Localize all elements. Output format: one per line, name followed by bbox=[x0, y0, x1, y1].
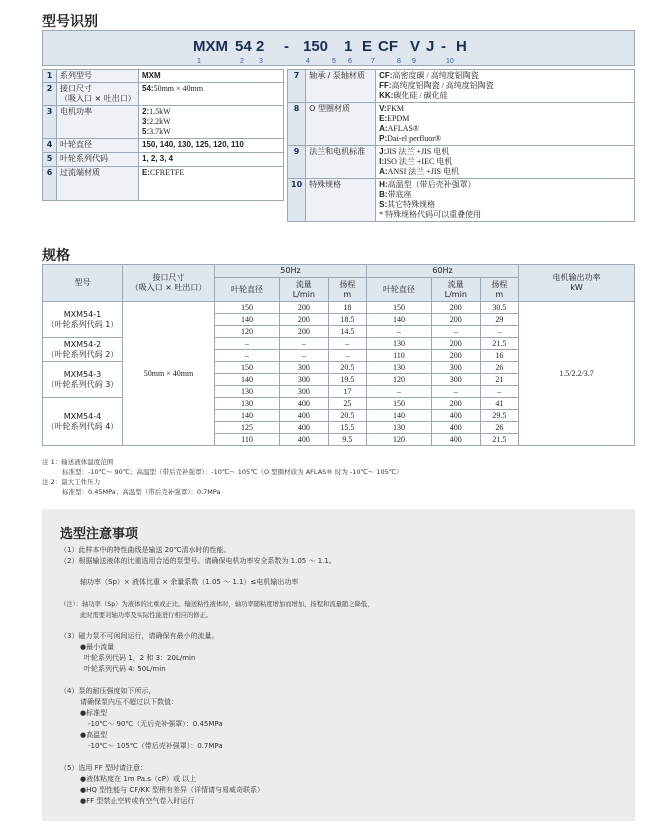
spec-cell: 26 bbox=[480, 422, 518, 434]
note-1-detail: 标准型：-10℃～ 90℃；高温型（带后壳补强罩）：-10℃～ 105℃（O 型圈材质为 AFLAS® 时为 -10℃～ 105℃） bbox=[62, 468, 403, 476]
spec-cell: 29 bbox=[480, 314, 518, 326]
spec-cell: 400 bbox=[279, 434, 328, 446]
code-digit: 9 bbox=[412, 58, 416, 65]
code-digit: 1 bbox=[197, 58, 201, 65]
spec-cell: 120 bbox=[215, 326, 280, 338]
row-value: CF:高密度碳 / 高纯度铝陶瓷 FF:高纯度铝陶瓷 / 高纯度铝陶瓷 KK:碳化硅 / 碳化硅 bbox=[376, 70, 635, 103]
model-row bbox=[288, 103, 635, 146]
spec-cell: 130 bbox=[215, 398, 280, 410]
row-label: 接口尺寸 （吸入口 × 吐出口） bbox=[57, 83, 139, 106]
spec-cell: 200 bbox=[431, 350, 480, 362]
spec-model: MXM54-1 （叶轮系列代码 1） bbox=[43, 302, 123, 338]
selection-line: （4）泵的耐压强度如下所示， bbox=[60, 687, 156, 695]
row-label: O 型圈材质 bbox=[306, 103, 376, 146]
code-part: V bbox=[410, 38, 421, 55]
spec-cell: 110 bbox=[366, 350, 431, 362]
row-value: 2:1.5kW 3:2.2kW 5:3.7kW bbox=[139, 106, 284, 139]
selection-line: ●标准型 bbox=[80, 709, 108, 717]
row-number: 9 bbox=[288, 146, 306, 179]
model-row bbox=[288, 146, 635, 179]
code-digit: 3 bbox=[259, 58, 263, 65]
spec-cell: 130 bbox=[366, 422, 431, 434]
spec-cell: 200 bbox=[431, 338, 480, 350]
spec-cell: 120 bbox=[366, 374, 431, 386]
code-part: - bbox=[284, 38, 289, 55]
spec-cell: 110 bbox=[215, 434, 280, 446]
spec-cell: 300 bbox=[279, 362, 328, 374]
spec-cell: – bbox=[431, 326, 480, 338]
selection-line: ●HQ 型性能与 CF/KK 型稍有差异（详情请与易威奇联系） bbox=[80, 786, 265, 794]
note-1: 注 1：输送液体温度范围 bbox=[42, 458, 114, 466]
row-label: 特殊规格 bbox=[306, 179, 376, 222]
row-number: 7 bbox=[288, 70, 306, 103]
row-number: 8 bbox=[288, 103, 306, 146]
spec-cell: 400 bbox=[431, 434, 480, 446]
code-part: J bbox=[426, 38, 435, 55]
spec-cell: 200 bbox=[279, 326, 328, 338]
spec-table bbox=[42, 264, 635, 446]
code-part: E bbox=[362, 38, 373, 55]
selection-line: （3）磁力泵不可闲间运行，请确保有最小的流量。 bbox=[60, 632, 219, 640]
spec-cell: 200 bbox=[431, 398, 480, 410]
spec-cell: 300 bbox=[279, 386, 328, 398]
spec-cell: 150 bbox=[215, 362, 280, 374]
code-digit: 6 bbox=[348, 58, 352, 65]
spec-cell: 400 bbox=[431, 422, 480, 434]
row-value: 1, 2, 3, 4 bbox=[139, 153, 284, 167]
row-number: 5 bbox=[43, 153, 57, 167]
selection-notes-panel bbox=[42, 509, 635, 821]
spec-cell: 140 bbox=[215, 374, 280, 386]
row-value: MXM bbox=[139, 70, 284, 83]
model-row bbox=[43, 106, 284, 139]
selection-line: 叶轮系列代码 1，2 和 3：20L/min bbox=[84, 654, 196, 662]
spec-subheader: 叶轮直径 bbox=[366, 278, 431, 302]
code-part: H bbox=[456, 38, 467, 55]
spec-cell: 140 bbox=[215, 314, 280, 326]
model-row bbox=[43, 139, 284, 153]
row-value: 150, 140, 130, 125, 120, 110 bbox=[139, 139, 284, 153]
spec-cell: 130 bbox=[366, 338, 431, 350]
code-digit: 8 bbox=[397, 58, 401, 65]
spec-cell: 19.5 bbox=[328, 374, 366, 386]
row-value: 54:50mm × 40mm bbox=[139, 83, 284, 106]
spec-subheader: 流量 L/min bbox=[431, 278, 480, 302]
code-part: 54 bbox=[235, 38, 252, 55]
spec-model: MXM54-4 （叶轮系列代码 4） bbox=[43, 398, 123, 446]
code-part: CF bbox=[378, 38, 398, 55]
selection-title: 选型注意事项 bbox=[60, 527, 139, 542]
spec-cell: 125 bbox=[215, 422, 280, 434]
note-2-detail: 标准型：0.45MPa；高温型（带后壳补强罩）：0.7MPa bbox=[62, 488, 221, 496]
spec-subheader: 叶轮直径 bbox=[215, 278, 280, 302]
spec-cell: – bbox=[279, 338, 328, 350]
row-number: 10 bbox=[288, 179, 306, 222]
spec-model: MXM54-2 （叶轮系列代码 2） bbox=[43, 338, 123, 362]
spec-row bbox=[43, 302, 635, 314]
spec-cell: 41 bbox=[480, 398, 518, 410]
row-value: V:FKM E:EPDM A:AFLAS® P:Dai-el perfluor® bbox=[376, 103, 635, 146]
spec-cell: 21.5 bbox=[480, 338, 518, 350]
spec-cell: – bbox=[480, 326, 518, 338]
spec-power: 1.5/2.2/3.7 bbox=[519, 302, 635, 446]
row-number: 4 bbox=[43, 139, 57, 153]
model-row bbox=[43, 153, 284, 167]
selection-line: 请确保泵内压不超过以下数值： bbox=[80, 698, 178, 706]
selection-line: （1）此样本中的特性曲线是输送 20℃清水时的性能。 bbox=[60, 546, 231, 554]
selection-line: -10℃～ 105℃（带后壳补强罩）：0.7MPa bbox=[88, 742, 223, 750]
selection-line: -10℃～ 90℃（无后壳补强罩）：0.45MPa bbox=[88, 720, 223, 728]
spec-subheader: 扬程 m bbox=[328, 278, 366, 302]
code-digit: 7 bbox=[371, 58, 375, 65]
spec-cell: – bbox=[279, 350, 328, 362]
model-row bbox=[288, 70, 635, 103]
spec-header: 接口尺寸 （吸入口 × 吐出口） bbox=[123, 265, 215, 302]
spec-cell: 16 bbox=[480, 350, 518, 362]
code-part: 150 bbox=[303, 38, 329, 55]
spec-cell: 150 bbox=[366, 398, 431, 410]
note-2: 注 2：最大工作压力 bbox=[42, 478, 101, 486]
code-part: 2 bbox=[256, 38, 265, 55]
spec-cell: 18.5 bbox=[328, 314, 366, 326]
selection-line: 叶轮系列代码 4: 50L/min bbox=[84, 665, 166, 673]
spec-header: 型号 bbox=[43, 265, 123, 302]
row-label: 系列型号 bbox=[57, 70, 139, 83]
selection-line: （5）选用 FF 型时请注意： bbox=[60, 764, 147, 772]
spec-cell: 26 bbox=[480, 362, 518, 374]
row-label: 叶轮系列代码 bbox=[57, 153, 139, 167]
spec-cell: – bbox=[366, 386, 431, 398]
spec-cell: 21 bbox=[480, 374, 518, 386]
spec-cell: 300 bbox=[279, 374, 328, 386]
spec-head-row bbox=[43, 265, 635, 278]
selection-line: 此时需要对轴功率及实际性能进行相应的修正。 bbox=[80, 612, 213, 619]
spec-cell: 400 bbox=[279, 398, 328, 410]
spec-cell: 200 bbox=[431, 314, 480, 326]
model-row bbox=[43, 167, 284, 201]
spec-heading: 规格 bbox=[42, 248, 70, 264]
spec-cell: 120 bbox=[366, 434, 431, 446]
spec-subheader: 流量 L/min bbox=[279, 278, 328, 302]
spec-cell: 400 bbox=[279, 422, 328, 434]
row-label: 法兰和电机标准 bbox=[306, 146, 376, 179]
code-part: 1 bbox=[344, 38, 353, 55]
selection-line: ●最小流量 bbox=[80, 643, 115, 651]
code-part: - bbox=[441, 38, 446, 55]
spec-cell: 200 bbox=[279, 314, 328, 326]
spec-cell: 130 bbox=[366, 362, 431, 374]
spec-cell: – bbox=[366, 326, 431, 338]
spec-cell: – bbox=[328, 338, 366, 350]
spec-cell: 17 bbox=[328, 386, 366, 398]
spec-cell: – bbox=[328, 350, 366, 362]
spec-cell: 9.5 bbox=[328, 434, 366, 446]
spec-cell: 20.5 bbox=[328, 362, 366, 374]
model-code-box bbox=[42, 30, 635, 66]
spec-cell: 200 bbox=[431, 302, 480, 314]
spec-cell: 21.5 bbox=[480, 434, 518, 446]
row-number: 6 bbox=[43, 167, 57, 201]
model-left-table bbox=[42, 69, 284, 201]
row-label: 过流端材质 bbox=[57, 167, 139, 201]
selection-line: ●液体粘度在 1m Pa.s（cP）或 以上 bbox=[80, 775, 197, 783]
spec-cell: – bbox=[480, 386, 518, 398]
spec-header: 电机输出功率 kW bbox=[519, 265, 635, 302]
spec-cell: 300 bbox=[431, 362, 480, 374]
spec-header: 60Hz bbox=[366, 265, 518, 278]
code-digit: 2 bbox=[240, 58, 244, 65]
row-number: 3 bbox=[43, 106, 57, 139]
spec-cell: 15.5 bbox=[328, 422, 366, 434]
spec-model: MXM54-3 （叶轮系列代码 3） bbox=[43, 362, 123, 398]
spec-cell: 14.5 bbox=[328, 326, 366, 338]
row-label: 电机功率 bbox=[57, 106, 139, 139]
spec-cell: 150 bbox=[366, 302, 431, 314]
spec-cell: – bbox=[215, 338, 280, 350]
code-digit: 4 bbox=[306, 58, 310, 65]
spec-cell: 18 bbox=[328, 302, 366, 314]
model-row bbox=[43, 83, 284, 106]
spec-cell: 20.5 bbox=[328, 410, 366, 422]
model-row bbox=[43, 70, 284, 83]
row-label: 叶轮直径 bbox=[57, 139, 139, 153]
spec-port: 50mm × 40mm bbox=[123, 302, 215, 446]
row-number: 1 bbox=[43, 70, 57, 83]
code-digit: 5 bbox=[332, 58, 336, 65]
selection-line: ●FF 型禁止空转或有空气卷入时运行 bbox=[80, 797, 195, 805]
row-number: 2 bbox=[43, 83, 57, 106]
row-value: E:CFRETFE bbox=[139, 167, 284, 201]
model-row bbox=[288, 179, 635, 222]
spec-cell: 400 bbox=[431, 410, 480, 422]
spec-cell: 400 bbox=[279, 410, 328, 422]
spec-cell: 300 bbox=[431, 374, 480, 386]
spec-cell: 25 bbox=[328, 398, 366, 410]
selection-line: （注）：轴功率（Sp）为液体的比重或正比。输送粘性液体时，轴功率随粘度增加而增加，扬程和流量随之降低， bbox=[60, 601, 374, 608]
code-part: MXM bbox=[193, 38, 228, 55]
code-digit: 10 bbox=[446, 58, 454, 65]
spec-cell: 140 bbox=[366, 410, 431, 422]
spec-cell: 140 bbox=[215, 410, 280, 422]
spec-cell: 140 bbox=[366, 314, 431, 326]
spec-cell: 150 bbox=[215, 302, 280, 314]
selection-line: 轴功率（Sp）× 液体比重 × 余量系数（1.05 ～ 1.1）≤电机输出功率 bbox=[80, 578, 299, 586]
spec-subheader: 扬程 m bbox=[480, 278, 518, 302]
model-heading: 型号识别 bbox=[42, 14, 98, 30]
spec-cell: – bbox=[215, 350, 280, 362]
row-label: 轴承 / 泵轴材质 bbox=[306, 70, 376, 103]
spec-cell: – bbox=[431, 386, 480, 398]
spec-cell: 200 bbox=[279, 302, 328, 314]
row-value: H:高温型（带后壳补强罩） B:带底座 S:其它特殊规格 * 特殊规格代码可以重叠使用 bbox=[376, 179, 635, 222]
model-right-table bbox=[287, 69, 635, 222]
spec-header: 50Hz bbox=[215, 265, 367, 278]
selection-line: （2）根据输送液体的比重选用合适的泵型号。请确保电机功率安全系数为 1.05 ～ 1.1。 bbox=[60, 557, 336, 565]
selection-line: ●高温型 bbox=[80, 731, 108, 739]
spec-cell: 130 bbox=[215, 386, 280, 398]
spec-cell: 29.5 bbox=[480, 410, 518, 422]
spec-cell: 30.5 bbox=[480, 302, 518, 314]
row-value: J:JIS 法兰 +JIS 电机 I:ISO 法兰 +IEC 电机 A:ANSI 法兰 +JIS 电机 bbox=[376, 146, 635, 179]
